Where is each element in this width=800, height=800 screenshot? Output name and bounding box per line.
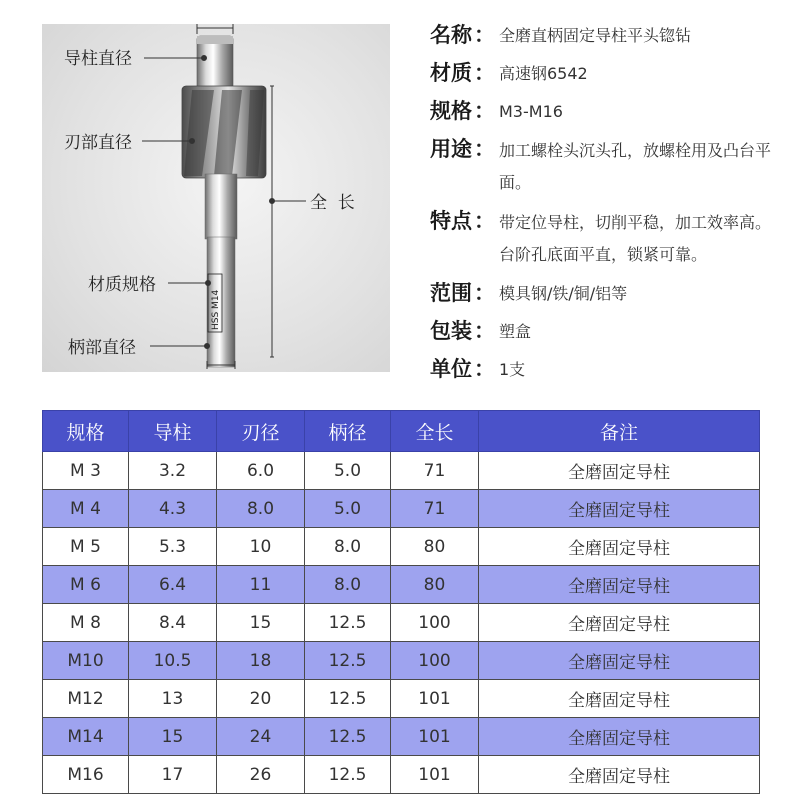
material-spec-label: 材质规格 xyxy=(88,275,156,295)
spec-value: 1支 xyxy=(499,360,526,379)
guide-diameter-label: 导柱直径 xyxy=(64,49,132,69)
table-row xyxy=(43,718,760,756)
table-cell: 12.5 xyxy=(305,718,391,756)
spec-usage-row xyxy=(430,134,780,199)
table-cell: 11 xyxy=(217,566,305,604)
column-header: 柄径 xyxy=(305,411,391,452)
table-cell: 15 xyxy=(217,604,305,642)
table-cell: 8.0 xyxy=(305,528,391,566)
table-cell: 全磨固定导柱 xyxy=(479,756,760,794)
table-cell: 18 xyxy=(217,642,305,680)
blade-diameter-label: 刃部直径 xyxy=(64,133,132,153)
table-cell: 全磨固定导柱 xyxy=(479,604,760,642)
spec-value: 带定位导柱，切削平稳，加工效率高。台阶孔底面平直，锁紧可靠。 xyxy=(499,213,772,264)
spec-value: 高速钢6542 xyxy=(499,64,588,83)
spec-key: 范围 xyxy=(430,281,472,305)
table-cell: 全磨固定导柱 xyxy=(479,680,760,718)
table-cell: 5.0 xyxy=(305,490,391,528)
spec-separator: ： xyxy=(474,357,495,381)
table-cell: 101 xyxy=(391,756,479,794)
table-cell: 13 xyxy=(129,680,217,718)
table-row xyxy=(43,490,760,528)
table-cell: M 3 xyxy=(43,452,129,490)
table-cell: 100 xyxy=(391,604,479,642)
table-header-row xyxy=(43,411,760,452)
spec-material-row xyxy=(430,58,780,89)
engraving-text: HSS M14 xyxy=(211,289,221,330)
table-cell: 6.0 xyxy=(217,452,305,490)
table-cell: M 6 xyxy=(43,566,129,604)
spec-separator: ： xyxy=(474,99,495,123)
spec-separator: ： xyxy=(474,281,495,305)
spec-key: 用途 xyxy=(430,137,472,161)
table-cell: 17 xyxy=(129,756,217,794)
table-row xyxy=(43,604,760,642)
spec-feature-row xyxy=(430,206,780,271)
spec-packaging-row xyxy=(430,316,780,347)
table-cell: 100 xyxy=(391,642,479,680)
table-row xyxy=(43,528,760,566)
table-cell: M14 xyxy=(43,718,129,756)
table-cell: 12.5 xyxy=(305,680,391,718)
total-length-label: 全 长 xyxy=(310,193,355,213)
spec-separator: ： xyxy=(474,23,495,47)
spec-key: 名称 xyxy=(430,23,472,47)
spec-key: 材质 xyxy=(430,61,472,85)
table-cell: 71 xyxy=(391,490,479,528)
table-cell: 8.4 xyxy=(129,604,217,642)
table-cell: M12 xyxy=(43,680,129,718)
table-cell: M16 xyxy=(43,756,129,794)
spec-value: 加工螺栓头沉头孔，放螺栓用及凸台平面。 xyxy=(499,141,772,192)
table-cell: 10 xyxy=(217,528,305,566)
table-row xyxy=(43,756,760,794)
column-header: 导柱 xyxy=(129,411,217,452)
spec-separator: ： xyxy=(474,61,495,85)
table-cell: 80 xyxy=(391,528,479,566)
table-cell: M 5 xyxy=(43,528,129,566)
table-cell: 15 xyxy=(129,718,217,756)
table-cell: 全磨固定导柱 xyxy=(479,452,760,490)
size-table xyxy=(42,410,760,794)
table-cell: 全磨固定导柱 xyxy=(479,718,760,756)
shank-diameter-label: 柄部直径 xyxy=(68,338,136,358)
spec-key: 包装 xyxy=(430,319,472,343)
spec-size-row xyxy=(430,96,780,127)
table-cell: 6.4 xyxy=(129,566,217,604)
column-header: 规格 xyxy=(43,411,129,452)
table-cell: 全磨固定导柱 xyxy=(479,528,760,566)
table-cell: M 4 xyxy=(43,490,129,528)
table-cell: 5.3 xyxy=(129,528,217,566)
product-photo xyxy=(42,24,390,372)
spec-value: 全磨直柄固定导柱平头锪钻 xyxy=(499,26,692,45)
table-cell: 全磨固定导柱 xyxy=(479,642,760,680)
spec-range-row xyxy=(430,278,780,309)
table-row xyxy=(43,680,760,718)
spec-separator: ： xyxy=(474,319,495,343)
spec-key: 特点 xyxy=(430,209,472,233)
table-cell: 26 xyxy=(217,756,305,794)
spec-name-row xyxy=(430,20,780,51)
table-cell: M10 xyxy=(43,642,129,680)
table-cell: 5.0 xyxy=(305,452,391,490)
table-cell: M 8 xyxy=(43,604,129,642)
table-cell: 全磨固定导柱 xyxy=(479,490,760,528)
table-cell: 12.5 xyxy=(305,604,391,642)
table-cell: 12.5 xyxy=(305,642,391,680)
column-header: 备注 xyxy=(479,411,760,452)
table-cell: 20 xyxy=(217,680,305,718)
table-cell: 101 xyxy=(391,718,479,756)
spec-value: M3-M16 xyxy=(499,102,563,121)
spec-key: 单位 xyxy=(430,357,472,381)
spec-key: 规格 xyxy=(430,99,472,123)
spec-value: 模具钢/铁/铜/铝等 xyxy=(499,284,628,303)
spec-separator: ： xyxy=(474,137,495,161)
table-cell: 3.2 xyxy=(129,452,217,490)
spec-separator: ： xyxy=(474,209,495,233)
table-cell: 101 xyxy=(391,680,479,718)
table-cell: 12.5 xyxy=(305,756,391,794)
table-cell: 71 xyxy=(391,452,479,490)
column-header: 全长 xyxy=(391,411,479,452)
table-row xyxy=(43,642,760,680)
column-header: 刃径 xyxy=(217,411,305,452)
table-row xyxy=(43,452,760,490)
table-cell: 全磨固定导柱 xyxy=(479,566,760,604)
table-cell: 8.0 xyxy=(305,566,391,604)
spec-list xyxy=(430,20,780,392)
table-cell: 24 xyxy=(217,718,305,756)
spec-unit-row xyxy=(430,354,780,385)
table-row xyxy=(43,566,760,604)
table-cell: 8.0 xyxy=(217,490,305,528)
table-cell: 4.3 xyxy=(129,490,217,528)
table-cell: 10.5 xyxy=(129,642,217,680)
table-cell: 80 xyxy=(391,566,479,604)
spec-value: 塑盒 xyxy=(499,322,532,341)
